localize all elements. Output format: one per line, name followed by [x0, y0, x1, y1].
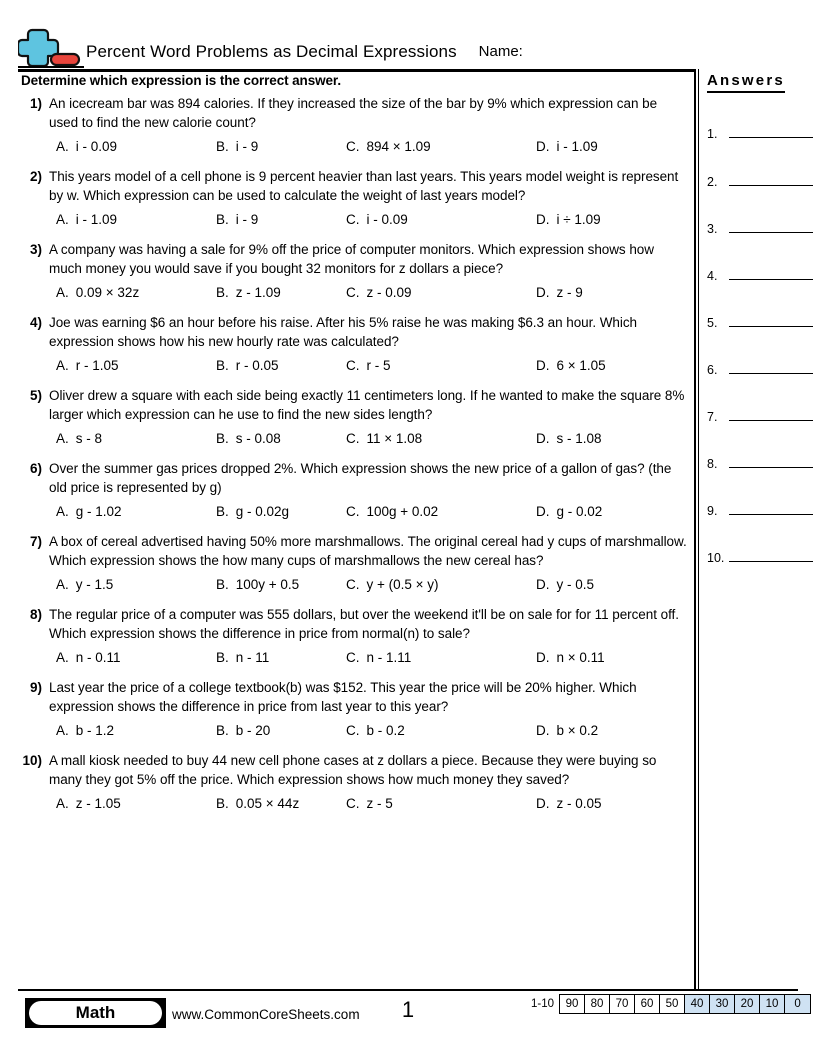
answer-blank-input[interactable] — [729, 501, 813, 515]
choice-option[interactable] — [536, 137, 666, 156]
question-text: This years model of a cell phone is 9 percent heavier than last years. This years model weight is represent by w. Which expression can be used to calculate the weight of last years model? — [49, 169, 679, 203]
choice-option[interactable] — [56, 283, 216, 302]
choice-value: 0.05 × 44z — [235, 796, 300, 811]
answer-row — [707, 407, 813, 424]
choice-letter: B. — [216, 139, 229, 154]
choice-value: g - 0.02 — [556, 504, 603, 519]
question-head — [21, 386, 689, 424]
choice-value: i - 1.09 — [75, 212, 118, 227]
choice-value: i - 9 — [235, 139, 259, 154]
choice-option[interactable] — [216, 502, 346, 521]
question-number: 10) — [22, 753, 42, 768]
choice-option[interactable] — [56, 502, 216, 521]
choice-value: i ÷ 1.09 — [556, 212, 601, 227]
page-title: Percent Word Problems as Decimal Expressions — [86, 42, 457, 61]
choice-value: g - 0.02g — [235, 504, 290, 519]
choice-letter: D. — [536, 577, 550, 592]
answer-blank-input[interactable] — [729, 454, 813, 468]
choice-option[interactable] — [346, 575, 536, 594]
choice-value: s - 0.08 — [235, 431, 281, 446]
question-head — [21, 240, 689, 278]
question-head — [21, 605, 689, 643]
choice-letter: C. — [346, 723, 360, 738]
question-item — [21, 605, 689, 667]
answer-number: 3. — [707, 222, 718, 236]
answer-row — [707, 313, 813, 330]
answer-blank-input[interactable] — [729, 548, 813, 562]
page-number: 1 — [401, 997, 415, 1022]
question-item — [21, 167, 689, 229]
question-number: 9) — [29, 680, 42, 695]
choice-value: n - 1.11 — [366, 650, 412, 665]
choice-option[interactable] — [346, 648, 536, 667]
answer-row — [707, 219, 813, 236]
choice-option[interactable] — [536, 575, 666, 594]
score-cell: 60 — [635, 995, 660, 1013]
question-number: 6) — [29, 461, 42, 476]
question-item — [21, 459, 689, 521]
choice-letter: A. — [56, 796, 69, 811]
question-head — [21, 751, 689, 789]
choice-value: y - 1.5 — [75, 577, 114, 592]
question-head — [21, 313, 689, 351]
choice-letter: B. — [216, 577, 229, 592]
question-number: 8) — [29, 607, 42, 622]
choice-option[interactable] — [56, 575, 216, 594]
choice-option[interactable] — [536, 721, 666, 740]
choice-option[interactable] — [216, 429, 346, 448]
choice-letter: D. — [536, 285, 550, 300]
answer-row — [707, 266, 813, 283]
question-item — [21, 532, 689, 594]
question-head — [21, 167, 689, 205]
choice-value: z - 5 — [366, 796, 393, 811]
choice-value: z - 0.09 — [366, 285, 412, 300]
choice-value: 894 × 1.09 — [366, 139, 431, 154]
answer-number: 8. — [707, 457, 718, 471]
choice-value: 100g + 0.02 — [366, 504, 439, 519]
choice-option[interactable] — [536, 794, 666, 813]
question-item — [21, 678, 689, 740]
choice-letter: D. — [536, 212, 550, 227]
choice-value: s - 8 — [75, 431, 103, 446]
answer-blank-input[interactable] — [729, 219, 813, 233]
choice-option[interactable] — [216, 794, 346, 813]
choice-letter: C. — [346, 212, 360, 227]
choice-row — [56, 429, 689, 448]
choice-value: z - 9 — [556, 285, 583, 300]
answer-blank-input[interactable] — [729, 313, 813, 327]
question-number: 5) — [29, 388, 42, 403]
choice-value: 6 × 1.05 — [556, 358, 606, 373]
choice-option[interactable] — [536, 502, 666, 521]
score-cell: 90 — [560, 995, 585, 1013]
choice-letter: B. — [216, 650, 229, 665]
choice-option[interactable] — [56, 794, 216, 813]
question-number: 2) — [29, 169, 42, 184]
footer-divider — [18, 989, 798, 991]
choice-option[interactable] — [56, 356, 216, 375]
answers-panel-title: Answers — [707, 72, 785, 93]
choice-option[interactable] — [536, 210, 666, 229]
choice-letter: C. — [346, 139, 360, 154]
choice-option[interactable] — [536, 283, 666, 302]
choice-letter: A. — [56, 212, 69, 227]
choice-option[interactable] — [216, 356, 346, 375]
choice-option[interactable] — [216, 283, 346, 302]
choice-option[interactable] — [536, 356, 666, 375]
choice-option[interactable] — [56, 429, 216, 448]
choice-value: b - 1.2 — [75, 723, 115, 738]
answer-number: 7. — [707, 410, 718, 424]
choice-value: i - 0.09 — [366, 212, 408, 227]
question-text: Last year the price of a college textbook(b) was $152. This year the price will be 20% higher. Which expression shows the difference in price from last year to this year? — [49, 680, 637, 714]
choice-option[interactable] — [216, 210, 346, 229]
score-cell: 0 — [785, 995, 810, 1013]
choice-value: n - 0.11 — [75, 650, 121, 665]
choice-row — [56, 648, 689, 667]
choice-letter: C. — [346, 577, 360, 592]
choice-letter: B. — [216, 212, 229, 227]
choice-option[interactable] — [216, 721, 346, 740]
choice-value: b - 0.2 — [366, 723, 405, 738]
choice-option[interactable] — [56, 210, 216, 229]
choice-value: z - 0.05 — [556, 796, 602, 811]
choice-letter: A. — [56, 723, 69, 738]
question-head — [21, 532, 689, 570]
choice-option[interactable] — [346, 210, 536, 229]
question-number: 4) — [29, 315, 42, 330]
score-scale — [531, 994, 811, 1014]
choice-value: 11 × 1.08 — [366, 431, 423, 446]
question-text: A company was having a sale for 9% off the price of computer monitors. Which expression shows how much money you would save if you bought 32 monitors for z dollars a piece? — [49, 242, 654, 276]
choice-row — [56, 356, 689, 375]
answer-number: 4. — [707, 269, 718, 283]
choice-letter: C. — [346, 358, 360, 373]
choice-value: z - 1.05 — [75, 796, 121, 811]
choice-value: s - 1.08 — [556, 431, 602, 446]
choice-letter: D. — [536, 723, 550, 738]
choice-letter: D. — [536, 431, 550, 446]
choice-option[interactable] — [346, 429, 536, 448]
choice-option[interactable] — [536, 648, 666, 667]
choice-value: n × 0.11 — [556, 650, 605, 665]
choice-letter: C. — [346, 285, 360, 300]
question-text: An icecream bar was 894 calories. If they increased the size of the bar by 9% which expression can be used to find the new calorie count? — [49, 96, 658, 130]
choice-option[interactable] — [346, 502, 536, 521]
choice-letter: B. — [216, 796, 229, 811]
choice-value: r - 5 — [366, 358, 391, 373]
question-text: The regular price of a computer was 555 dollars, but over the weekend it'll be on sale for for 11 percent off. Which expression shows the difference in price from normal(n) to sale? — [49, 607, 679, 641]
question-number: 3) — [29, 242, 42, 257]
choice-letter: A. — [56, 285, 69, 300]
choice-row — [56, 502, 689, 521]
question-text: Over the summer gas prices dropped 2%. Which expression shows the new price of a gallon of gas? (the old price is represented by g) — [49, 461, 672, 495]
subject-badge-label: Math — [29, 1001, 162, 1025]
choice-option[interactable] — [346, 356, 536, 375]
choice-value: i - 1.09 — [556, 139, 598, 154]
choice-letter: A. — [56, 431, 69, 446]
choice-letter: C. — [346, 431, 360, 446]
choice-letter: B. — [216, 723, 229, 738]
answer-number: 10. — [707, 551, 725, 565]
choice-row — [56, 575, 689, 594]
choice-option[interactable] — [56, 137, 216, 156]
question-item — [21, 94, 689, 156]
answer-row — [707, 548, 813, 565]
choice-option[interactable] — [346, 721, 536, 740]
choice-value: z - 1.09 — [235, 285, 281, 300]
answer-row — [707, 501, 813, 518]
choice-option[interactable] — [216, 575, 346, 594]
choice-option[interactable] — [56, 648, 216, 667]
choice-row — [56, 210, 689, 229]
choice-option[interactable] — [346, 283, 536, 302]
answer-row — [707, 172, 813, 189]
choice-row — [56, 721, 689, 740]
answer-blank-input[interactable] — [729, 124, 813, 138]
answer-blank-input[interactable] — [729, 360, 813, 374]
question-head — [21, 94, 689, 132]
plus-minus-logo-icon — [18, 22, 84, 68]
question-text: A box of cereal advertised having 50% more marshmallows. The original cereal had y cups of marshmallow. Which expression shows the how many cups of marshmallows the new cereal has? — [49, 534, 687, 568]
question-item — [21, 240, 689, 302]
choice-value: b - 20 — [235, 723, 271, 738]
question-text: Oliver drew a square with each side being exactly 11 centimeters long. If he wanted to make the square 8% larger which expression can he use to find the new sides length? — [49, 388, 685, 422]
answer-number: 5. — [707, 316, 718, 330]
answer-number: 1. — [707, 127, 718, 141]
choice-value: y - 0.5 — [556, 577, 595, 592]
question-number: 7) — [29, 534, 42, 549]
choice-letter: B. — [216, 431, 229, 446]
answer-blank-input[interactable] — [729, 266, 813, 280]
instruction-text: Determine which expression is the correct answer. — [21, 73, 341, 88]
answer-blank-input[interactable] — [729, 172, 813, 186]
score-cell: 10 — [760, 995, 785, 1013]
choice-row — [56, 137, 689, 156]
choice-letter: C. — [346, 650, 360, 665]
answers-column-divider — [694, 69, 699, 989]
answers-panel — [703, 69, 816, 989]
question-item — [21, 313, 689, 375]
name-field-label[interactable]: Name: — [478, 43, 523, 60]
questions-list — [21, 94, 689, 824]
answer-row — [707, 124, 813, 141]
choice-value: 100y + 0.5 — [235, 577, 300, 592]
question-text: A mall kiosk needed to buy 44 new cell phone cases at z dollars a piece. Because they were buying so many they got 5% off the price. Which expression shows how much money they saved? — [49, 753, 657, 787]
choice-option[interactable] — [216, 137, 346, 156]
answer-number: 9. — [707, 504, 718, 518]
choice-option[interactable] — [536, 429, 666, 448]
question-head — [21, 459, 689, 497]
question-head — [21, 678, 689, 716]
answer-row — [707, 360, 813, 377]
choice-option[interactable] — [346, 137, 536, 156]
choice-letter: D. — [536, 796, 550, 811]
choice-letter: A. — [56, 504, 69, 519]
question-item — [21, 751, 689, 813]
choice-value: y + (0.5 × y) — [366, 577, 439, 592]
choice-value: i - 9 — [235, 212, 259, 227]
site-url: www.CommonCoreSheets.com — [172, 1007, 360, 1022]
choice-option[interactable] — [216, 648, 346, 667]
choice-letter: C. — [346, 504, 360, 519]
answer-blank-input[interactable] — [729, 407, 813, 421]
choice-letter: D. — [536, 358, 550, 373]
choice-value: i - 0.09 — [75, 139, 118, 154]
choice-value: r - 1.05 — [75, 358, 119, 373]
choice-letter: B. — [216, 504, 229, 519]
question-item — [21, 386, 689, 448]
choice-letter: D. — [536, 504, 550, 519]
score-range-label: 1-10 — [531, 998, 555, 1010]
score-cell: 70 — [610, 995, 635, 1013]
score-cell: 80 — [585, 995, 610, 1013]
choice-letter: A. — [56, 577, 69, 592]
choice-value: 0.09 × 32z — [75, 285, 140, 300]
question-text: Joe was earning $6 an hour before his raise. After his 5% raise he was making $6.3 an hour. Which expression shows how his new hourly rate was calculated? — [49, 315, 637, 349]
answer-number: 6. — [707, 363, 718, 377]
choice-letter: A. — [56, 358, 69, 373]
choice-option[interactable] — [56, 721, 216, 740]
answer-number: 2. — [707, 175, 718, 189]
choice-letter: D. — [536, 139, 550, 154]
choice-letter: D. — [536, 650, 550, 665]
choice-option[interactable] — [346, 794, 536, 813]
choice-row — [56, 283, 689, 302]
choice-row — [56, 794, 689, 813]
choice-letter: B. — [216, 358, 229, 373]
score-cells — [559, 994, 811, 1014]
choice-value: b × 0.2 — [556, 723, 599, 738]
score-cell: 50 — [660, 995, 685, 1013]
score-cell: 40 — [685, 995, 710, 1013]
choice-letter: C. — [346, 796, 360, 811]
page-header — [0, 0, 816, 72]
choice-letter: B. — [216, 285, 229, 300]
answer-row — [707, 454, 813, 471]
choice-letter: A. — [56, 650, 69, 665]
question-number: 1) — [29, 96, 42, 111]
choice-value: r - 0.05 — [235, 358, 279, 373]
choice-value: g - 1.02 — [75, 504, 122, 519]
score-cell: 20 — [735, 995, 760, 1013]
score-cell: 30 — [710, 995, 735, 1013]
choice-letter: A. — [56, 139, 69, 154]
choice-value: n - 11 — [235, 650, 270, 665]
title-row — [86, 42, 696, 68]
